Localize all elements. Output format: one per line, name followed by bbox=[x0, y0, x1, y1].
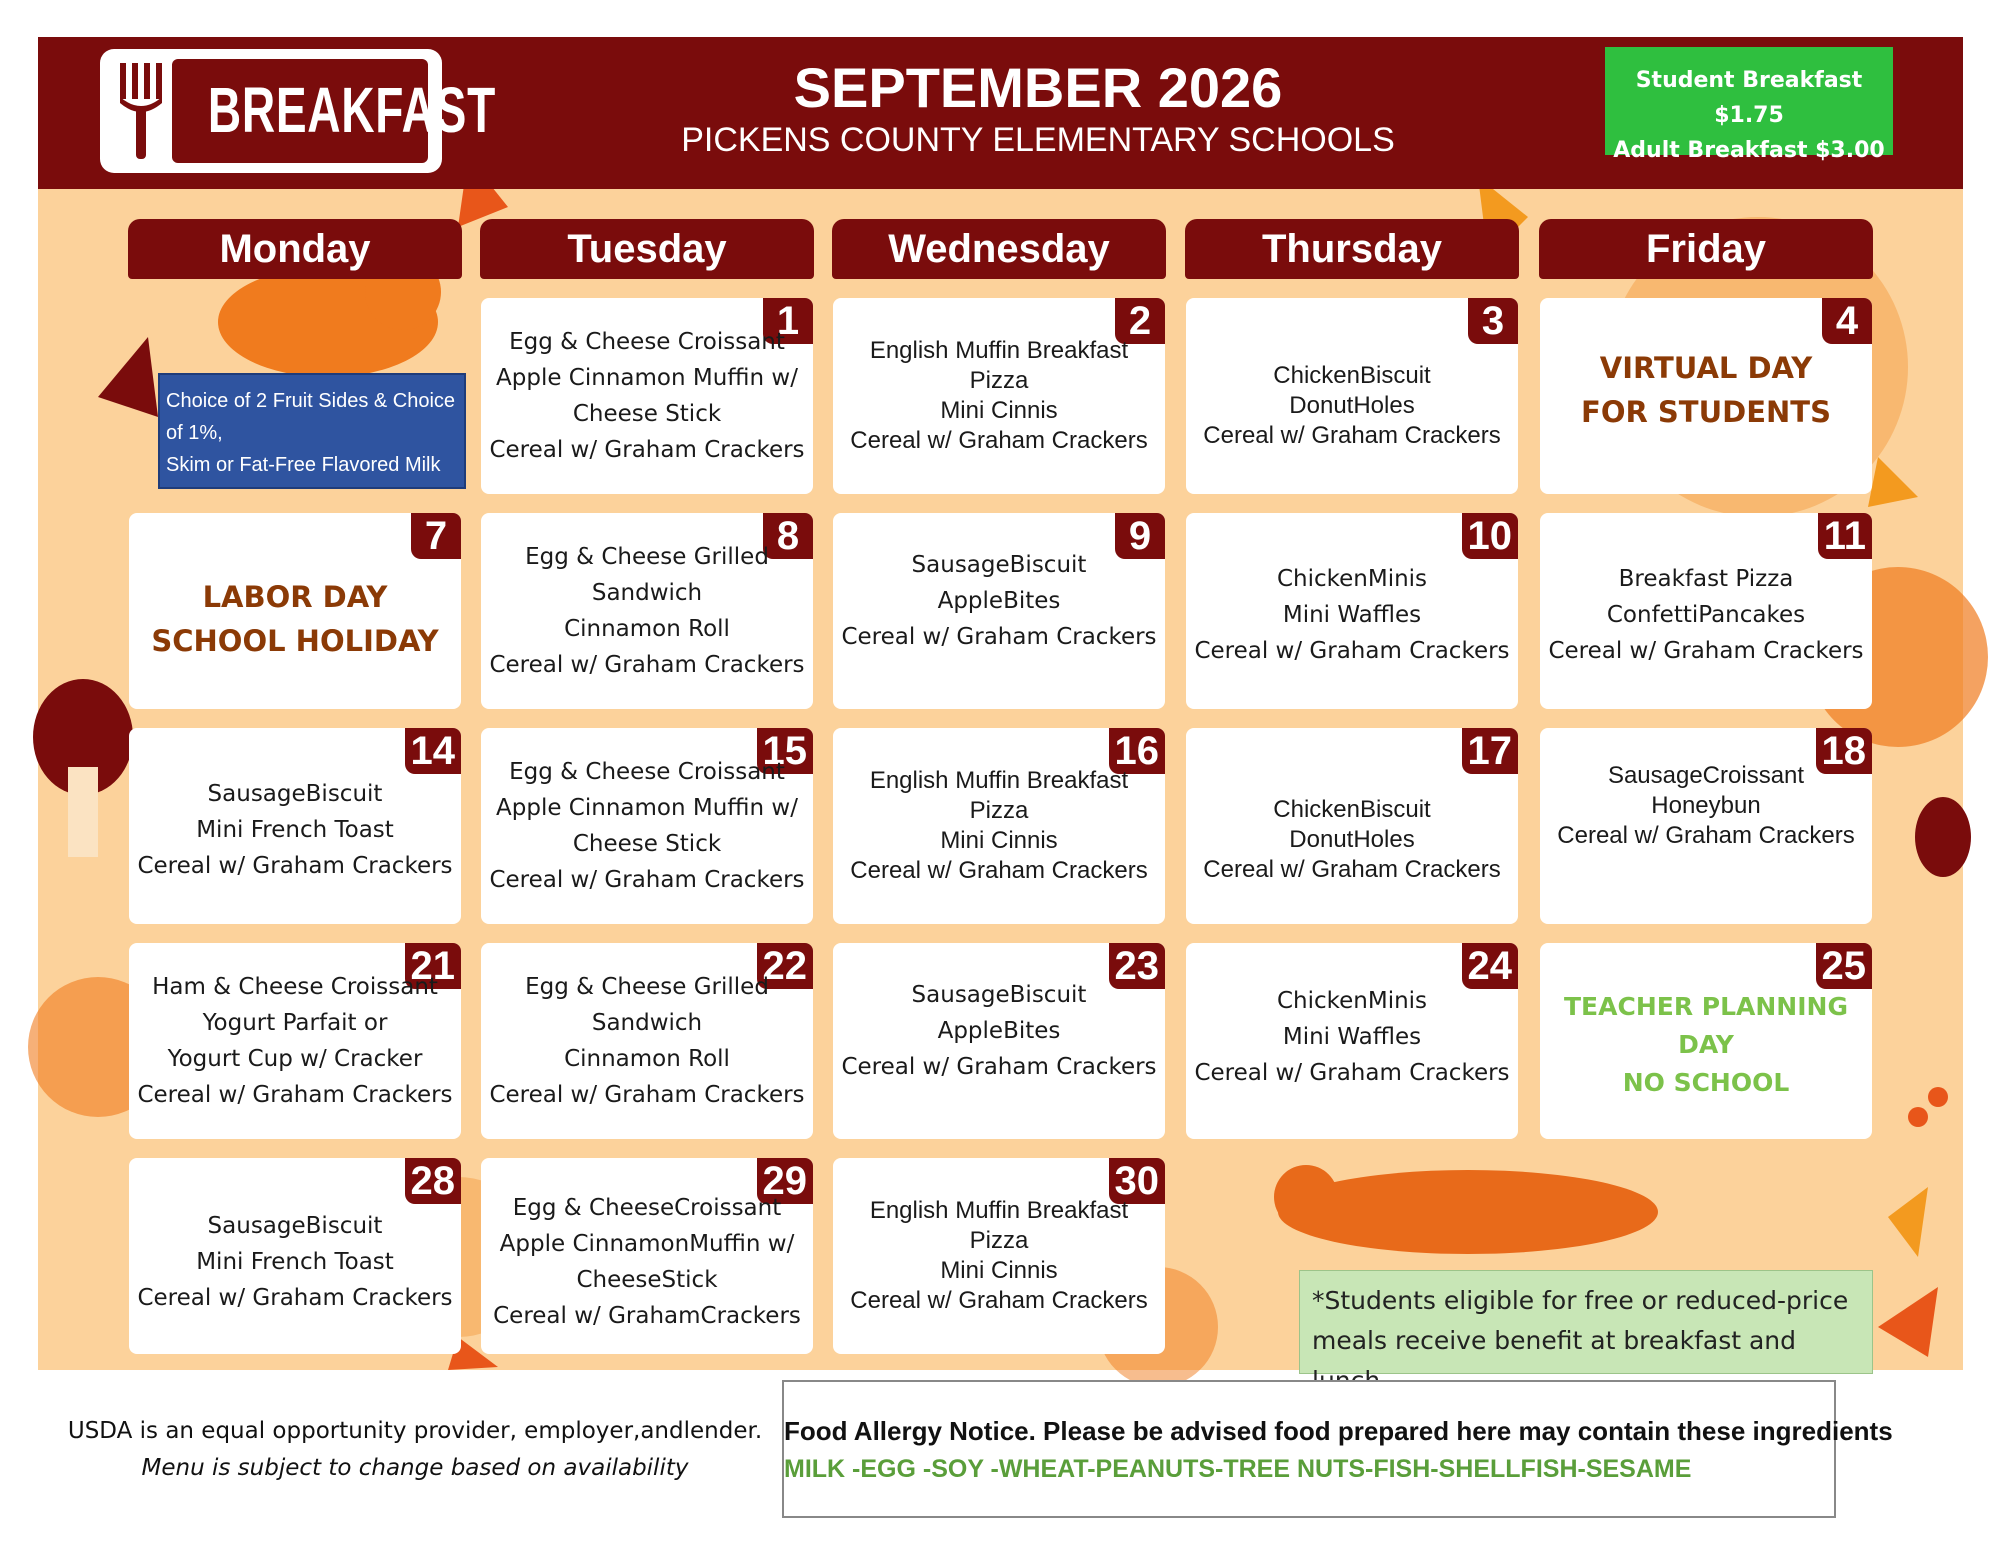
menu-item: Cereal w/ Graham Crackers bbox=[1194, 1060, 1510, 1087]
menu-item: Cheese Stick bbox=[572, 831, 722, 857]
day-number: 8 bbox=[763, 513, 813, 559]
day-cell-25 bbox=[1540, 943, 1872, 1139]
special-line: DAY bbox=[1678, 1029, 1734, 1059]
day-number: 25 bbox=[1816, 943, 1873, 989]
decor-leaf bbox=[1878, 1287, 1938, 1357]
day-menu bbox=[129, 776, 461, 884]
decor-squirrel-bottom-head bbox=[1274, 1165, 1338, 1229]
menu-item: Mini French Toast bbox=[196, 1248, 394, 1275]
virtual-day-notice bbox=[1540, 346, 1872, 434]
menu-item: Cereal w/ Graham Crackers bbox=[489, 867, 805, 893]
special-line: NO SCHOOL bbox=[1622, 1067, 1790, 1097]
menu-item: Yogurt Parfait or bbox=[202, 1010, 388, 1036]
menu-item: Mini Cinnis bbox=[940, 1257, 1058, 1284]
day-number: 2 bbox=[1115, 298, 1165, 344]
logo-text: BREAKFAST bbox=[207, 74, 496, 146]
weekday-header-wednesday: Wednesday bbox=[832, 219, 1166, 279]
menu-item: Mini Waffles bbox=[1282, 1024, 1422, 1051]
day-menu bbox=[833, 336, 1165, 456]
adult-price: Adult Breakfast $3.00 bbox=[1613, 138, 1885, 163]
weekday-header-thursday: Thursday bbox=[1185, 219, 1519, 279]
price-box bbox=[1605, 47, 1893, 163]
day-cell-17 bbox=[1186, 728, 1518, 924]
menu-item: Egg & Cheese Grilled bbox=[525, 974, 769, 1000]
day-number: 21 bbox=[405, 943, 462, 989]
allergy-notice bbox=[782, 1380, 1893, 1518]
menu-item: Cheese Stick bbox=[572, 401, 722, 427]
menu-item: CheeseStick bbox=[576, 1266, 718, 1293]
special-line: SCHOOL HOLIDAY bbox=[151, 623, 439, 658]
day-cell-9 bbox=[833, 513, 1165, 709]
choice-line: Skim or Fat-Free Flavored Milk bbox=[166, 454, 441, 476]
menu-item: ChickenMinis bbox=[1276, 988, 1428, 1015]
menu-item: Honeybun bbox=[1651, 792, 1761, 820]
day-cell-7 bbox=[129, 513, 461, 709]
menu-item: Cereal w/ Graham Crackers bbox=[850, 427, 1148, 454]
menu-item: Egg & CheeseCroissant bbox=[512, 1194, 782, 1221]
logo-panel bbox=[172, 59, 496, 163]
weekday-header-friday: Friday bbox=[1539, 219, 1873, 279]
special-line: TEACHER PLANNING bbox=[1564, 991, 1848, 1021]
day-number: 4 bbox=[1822, 298, 1872, 344]
menu-item: Sandwich bbox=[591, 1010, 703, 1036]
menu-item: Pizza bbox=[969, 367, 1029, 394]
menu-item: DonutHoles bbox=[1289, 391, 1415, 419]
day-menu bbox=[833, 766, 1165, 886]
menu-item: Egg & Cheese Croissant bbox=[509, 329, 785, 355]
menu-item: Cereal w/ Graham Crackers bbox=[1203, 421, 1501, 449]
holiday-notice bbox=[129, 575, 461, 663]
day-number: 14 bbox=[405, 728, 462, 774]
day-cell-28 bbox=[129, 1158, 461, 1354]
menu-item: ChickenMinis bbox=[1276, 565, 1428, 592]
weekday-header-monday: Monday bbox=[128, 219, 462, 279]
menu-item: Ham & Cheese Croissant bbox=[152, 974, 438, 1000]
menu-item: Apple Cinnamon Muffin w/ bbox=[496, 365, 798, 391]
day-menu bbox=[481, 539, 813, 683]
menu-item: SausageBiscuit bbox=[911, 982, 1087, 1009]
menu-item: Egg & Cheese Croissant bbox=[509, 759, 785, 785]
milk-choice-note bbox=[158, 373, 466, 489]
day-number: 15 bbox=[757, 728, 814, 774]
breakfast-logo bbox=[100, 49, 496, 173]
menu-item: Cereal w/ Graham Crackers bbox=[137, 1284, 453, 1311]
menu-item: ConfettiPancakes bbox=[1606, 601, 1806, 628]
fork-icon bbox=[114, 63, 174, 159]
menu-item: Apple CinnamonMuffin w/ bbox=[499, 1230, 795, 1257]
day-cell-8 bbox=[481, 513, 813, 709]
menu-item: SausageCroissant bbox=[1607, 762, 1805, 790]
menu-item: AppleBites bbox=[937, 588, 1061, 615]
usda-statement bbox=[40, 1413, 790, 1487]
day-number: 24 bbox=[1462, 943, 1519, 989]
day-number: 10 bbox=[1462, 513, 1519, 559]
day-number: 16 bbox=[1109, 728, 1166, 774]
usda-line: USDA is an equal opportunity provider, employer,andlender. bbox=[67, 1418, 763, 1444]
day-number: 28 bbox=[405, 1158, 462, 1204]
decor-squirrel-bottom bbox=[1278, 1170, 1658, 1254]
decor-leaf bbox=[1868, 457, 1918, 507]
decor-leaf bbox=[98, 337, 158, 417]
day-cell-22 bbox=[481, 943, 813, 1139]
menu-item: Pizza bbox=[969, 1227, 1029, 1254]
student-price: Student Breakfast $1.75 bbox=[1635, 68, 1863, 128]
special-line: FOR STUDENTS bbox=[1581, 395, 1831, 430]
day-menu bbox=[1540, 761, 1872, 851]
availability-line: Menu is subject to change based on availability bbox=[141, 1455, 689, 1481]
menu-item: Cereal w/ Graham Crackers bbox=[137, 852, 453, 879]
day-number: 18 bbox=[1816, 728, 1873, 774]
decor-mushroom-right bbox=[1915, 797, 1971, 877]
day-cell-23 bbox=[833, 943, 1165, 1139]
special-line: VIRTUAL DAY bbox=[1599, 351, 1813, 386]
menu-item: SausageBiscuit bbox=[207, 780, 383, 807]
day-cell-29 bbox=[481, 1158, 813, 1354]
day-number: 29 bbox=[757, 1158, 814, 1204]
weekday-header-tuesday: Tuesday bbox=[480, 219, 814, 279]
day-menu bbox=[481, 969, 813, 1113]
day-menu bbox=[129, 1208, 461, 1316]
day-menu bbox=[1186, 561, 1518, 669]
menu-item: English Muffin Breakfast bbox=[869, 337, 1129, 364]
day-cell-10 bbox=[1186, 513, 1518, 709]
menu-item: English Muffin Breakfast bbox=[869, 1197, 1129, 1224]
page-title: SEPTEMBER 2026 bbox=[793, 56, 1283, 119]
day-cell-15 bbox=[481, 728, 813, 924]
menu-item: AppleBites bbox=[937, 1018, 1061, 1045]
day-menu bbox=[129, 969, 461, 1113]
decor-berry bbox=[1908, 1107, 1928, 1127]
day-cell-18 bbox=[1540, 728, 1872, 924]
eligibility-line: *Students eligible for free or reduced-price bbox=[1312, 1286, 1849, 1315]
day-number: 1 bbox=[763, 298, 813, 344]
menu-item: Cinnamon Roll bbox=[564, 1046, 730, 1072]
day-number: 11 bbox=[1818, 513, 1872, 559]
menu-item: Cereal w/ Graham Crackers bbox=[850, 857, 1148, 884]
allergy-title: Food Allergy Notice. Please be advised food prepared here may contain these ingredients bbox=[784, 1416, 1893, 1446]
menu-item: English Muffin Breakfast bbox=[869, 767, 1129, 794]
menu-item: Sandwich bbox=[591, 580, 703, 606]
day-menu bbox=[1540, 561, 1872, 669]
decor-berry bbox=[1928, 1087, 1948, 1107]
day-menu bbox=[1186, 983, 1518, 1091]
menu-item: Mini Cinnis bbox=[940, 827, 1058, 854]
day-cell-24 bbox=[1186, 943, 1518, 1139]
menu-item: Breakfast Pizza bbox=[1618, 565, 1794, 592]
menu-item: ChickenBiscuit bbox=[1273, 361, 1431, 389]
menu-sheet bbox=[38, 37, 1963, 1370]
day-cell-2 bbox=[833, 298, 1165, 494]
day-menu bbox=[833, 547, 1165, 655]
decor-mushroom-stem bbox=[68, 767, 98, 857]
menu-item: Cereal w/ GrahamCrackers bbox=[493, 1302, 801, 1329]
day-cell-14 bbox=[129, 728, 461, 924]
day-menu bbox=[481, 1190, 813, 1334]
day-number: 22 bbox=[757, 943, 814, 989]
teacher-planning-notice bbox=[1540, 988, 1872, 1102]
menu-item: Cinnamon Roll bbox=[564, 616, 730, 642]
day-number: 23 bbox=[1109, 943, 1166, 989]
special-line: LABOR DAY bbox=[202, 579, 388, 614]
menu-item: Mini Cinnis bbox=[940, 397, 1058, 424]
day-cell-30 bbox=[833, 1158, 1165, 1354]
menu-item: Cereal w/ Graham Crackers bbox=[1203, 855, 1501, 883]
day-number: 3 bbox=[1468, 298, 1518, 344]
menu-item: Apple Cinnamon Muffin w/ bbox=[496, 795, 798, 821]
menu-item: Cereal w/ Graham Crackers bbox=[489, 437, 805, 463]
menu-item: Cereal w/ Graham Crackers bbox=[489, 1082, 805, 1108]
page-subtitle: PICKENS COUNTY ELEMENTARY SCHOOLS bbox=[681, 121, 1395, 159]
day-menu bbox=[481, 324, 813, 468]
decor-leaf bbox=[1888, 1187, 1928, 1257]
menu-item: ChickenBiscuit bbox=[1273, 795, 1431, 823]
menu-item: Cereal w/ Graham Crackers bbox=[1548, 637, 1864, 664]
day-menu bbox=[1186, 795, 1518, 885]
day-cell-4 bbox=[1540, 298, 1872, 494]
menu-item: Mini Waffles bbox=[1282, 601, 1422, 628]
menu-item: Cereal w/ Graham Crackers bbox=[850, 1287, 1148, 1314]
menu-item: Egg & Cheese Grilled bbox=[525, 544, 769, 570]
menu-item: Cereal w/ Graham Crackers bbox=[841, 624, 1157, 651]
header-banner bbox=[38, 37, 1963, 189]
day-menu bbox=[1186, 361, 1518, 451]
menu-item: Pizza bbox=[969, 797, 1029, 824]
day-number: 9 bbox=[1115, 513, 1165, 559]
day-cell-3 bbox=[1186, 298, 1518, 494]
day-number: 17 bbox=[1462, 728, 1519, 774]
day-menu bbox=[833, 1196, 1165, 1316]
menu-item: Cereal w/ Graham Crackers bbox=[1194, 637, 1510, 664]
day-cell-11 bbox=[1540, 513, 1872, 709]
menu-item: Cereal w/ Graham Crackers bbox=[489, 652, 805, 678]
day-cell-1 bbox=[481, 298, 813, 494]
allergen-list: MILK -EGG -SOY -WHEAT-PEANUTS-TREE NUTS-FISH-SHELLFISH-SESAME bbox=[784, 1455, 1692, 1483]
menu-item: Cereal w/ Graham Crackers bbox=[137, 1082, 453, 1108]
menu-item: Cereal w/ Graham Crackers bbox=[1557, 822, 1855, 850]
menu-item: Cereal w/ Graham Crackers bbox=[841, 1054, 1157, 1081]
choice-line: Choice of 2 Fruit Sides & Choice of 1%, bbox=[166, 390, 456, 444]
menu-item: SausageBiscuit bbox=[911, 552, 1087, 579]
menu-item: SausageBiscuit bbox=[207, 1212, 383, 1239]
menu-item: Yogurt Cup w/ Cracker bbox=[167, 1046, 423, 1072]
menu-item: Mini French Toast bbox=[196, 816, 394, 843]
day-number: 7 bbox=[411, 513, 461, 559]
menu-item: DonutHoles bbox=[1289, 825, 1415, 853]
day-cell-16 bbox=[833, 728, 1165, 924]
eligibility-line: meals receive benefit at breakfast and bbox=[1312, 1326, 1797, 1355]
eligibility-note bbox=[1299, 1270, 1873, 1374]
day-cell-21 bbox=[129, 943, 461, 1139]
day-number: 30 bbox=[1109, 1158, 1166, 1204]
day-menu bbox=[833, 977, 1165, 1085]
day-menu bbox=[481, 754, 813, 898]
